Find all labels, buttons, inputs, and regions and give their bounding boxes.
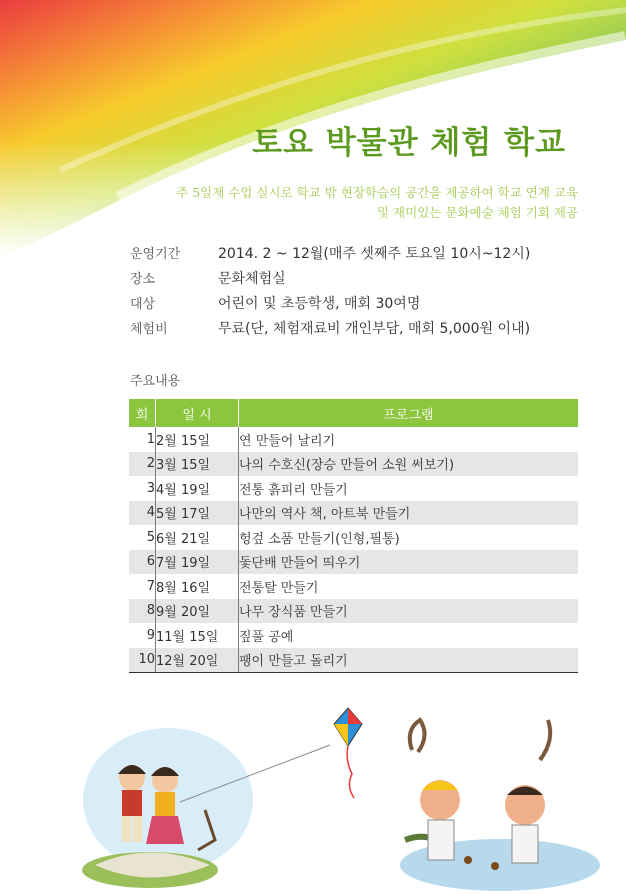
- row-date: 8월 16일: [156, 574, 239, 599]
- program-table: [129, 399, 578, 673]
- info-row-place: [130, 268, 530, 293]
- table-row: [129, 599, 578, 624]
- info-label: 체험비: [130, 322, 168, 337]
- header-program: 프로그램: [239, 399, 579, 427]
- table-row: [129, 452, 578, 477]
- info-value: 무료(단, 체험재료비 개인부담, 매회 5,000원 이내): [218, 321, 531, 337]
- table-row: [129, 525, 578, 550]
- row-no: 3: [129, 476, 156, 501]
- row-program: 나무 장식품 만들기: [239, 599, 579, 624]
- info-value: 문화체험실: [218, 271, 286, 287]
- row-date: 5월 17일: [156, 501, 239, 526]
- info-label: 장소: [130, 272, 156, 287]
- row-program: 헝겊 소품 만들기(인형,필통): [239, 531, 400, 547]
- table-row: [129, 574, 578, 599]
- row-program: 전통탈 만들기: [239, 580, 319, 596]
- row-program: 나의 수호신(장승 만들어 소원 써보기): [239, 452, 579, 477]
- table-row: [129, 623, 578, 648]
- row-date: 12월 20일: [156, 648, 239, 673]
- table-header-row: [129, 399, 578, 427]
- row-date: 3월 15일: [156, 452, 239, 477]
- row-no: 6: [129, 550, 156, 575]
- children-flying-kite-illustration: [82, 728, 330, 888]
- row-no: 5: [129, 525, 156, 550]
- header-no: 회: [129, 399, 156, 427]
- row-date: 2월 15일: [156, 427, 239, 452]
- row-no: 9: [129, 623, 156, 648]
- info-label: 운영기간: [130, 247, 181, 262]
- row-date: 11월 15일: [156, 623, 239, 648]
- row-program: 팽이 만들고 돌리기: [239, 648, 579, 673]
- row-no: 8: [129, 599, 156, 624]
- row-date: 7월 19일: [156, 550, 239, 575]
- subtitle-line: 주 5일제 수업 실시로 학교 밖 현장학습의 공간을 제공하여 학교 연계 교육: [176, 185, 578, 200]
- row-no: 4: [129, 501, 156, 526]
- row-program: 전통 흙피리 만들기: [239, 482, 348, 498]
- subtitle-line: 및 재미있는 문화예술 체험 기회 제공: [377, 205, 578, 220]
- info-label: 대상: [130, 297, 156, 312]
- table-row: [129, 648, 578, 673]
- table-row: [129, 501, 578, 526]
- info-value: 2014. 2 ~ 12월(매주 셋째주 토요일 10시~12시): [218, 246, 531, 262]
- table-row: [129, 550, 578, 575]
- header-date: 일 시: [156, 399, 239, 427]
- row-program: 나만의 역사 책, 아트북 만들기: [239, 501, 579, 526]
- row-date: 6월 21일: [156, 525, 239, 550]
- row-program: 연 만들어 날리기: [239, 433, 336, 449]
- row-date: 9월 20일: [156, 599, 239, 624]
- row-no: 10: [129, 648, 156, 673]
- info-row-period: [130, 243, 530, 268]
- row-no: 7: [129, 574, 156, 599]
- row-no: 1: [129, 427, 156, 452]
- subtitle: [78, 183, 578, 223]
- traditional-dancers-illustration: [400, 720, 600, 891]
- row-date: 4월 19일: [156, 476, 239, 501]
- info-row-target: [130, 293, 530, 318]
- info-list: [130, 243, 530, 343]
- info-row-fee: [130, 318, 530, 343]
- kite-icon: [334, 708, 362, 798]
- table-row: [129, 476, 578, 501]
- table-row: [129, 427, 578, 452]
- bottom-illustration: [0, 690, 626, 894]
- section-label: 주요내용: [130, 374, 181, 389]
- row-program: 짚풀 공예: [239, 629, 294, 645]
- row-no: 2: [129, 452, 156, 477]
- row-program: 돛단배 만들어 띄우기: [239, 550, 579, 575]
- page-title: 토요 박물관 체험 학교: [252, 125, 566, 161]
- info-value: 어린이 및 초등학생, 매회 30여명: [218, 296, 421, 312]
